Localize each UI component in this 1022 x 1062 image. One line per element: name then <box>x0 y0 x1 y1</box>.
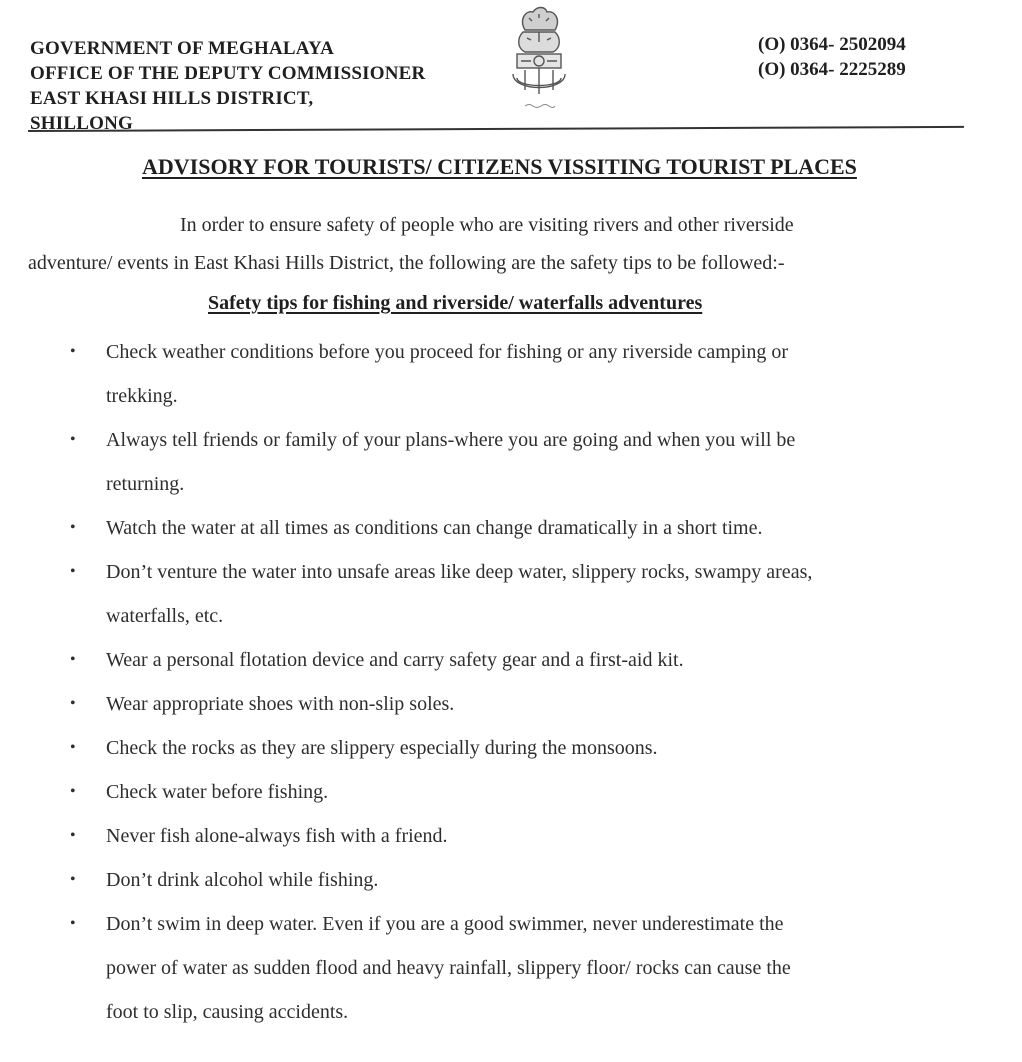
safety-tip-item <box>60 814 980 858</box>
bullet-icon: • <box>70 871 76 888</box>
bullet-icon: • <box>70 651 76 668</box>
office-line: SHILLONG <box>30 113 133 134</box>
safety-tip-line: Wear a personal flotation device and carry safety gear and a first-aid kit. <box>106 649 684 671</box>
safety-tips-list <box>60 330 980 1034</box>
safety-tip-line: waterfalls, etc. <box>106 605 224 627</box>
intro-line: In order to ensure safety of people who are visiting rivers and other riverside <box>180 214 794 236</box>
intro-paragraph <box>28 206 1003 282</box>
safety-tip-line: Check weather conditions before you proceed for fishing or any riverside camping or <box>106 341 788 363</box>
safety-tips-heading: Safety tips for fishing and riverside/ waterfalls adventures <box>208 292 703 314</box>
safety-tip-item <box>60 418 980 506</box>
safety-tip-item <box>60 770 980 814</box>
phone-numbers <box>758 32 906 82</box>
bullet-icon: • <box>70 695 76 712</box>
advisory-title: ADVISORY FOR TOURISTS/ CITIZENS VISSITING TOURIST PLACES <box>142 154 857 179</box>
safety-tip-line: Wear appropriate shoes with non-slip soles. <box>106 693 455 715</box>
safety-tip-line: Don’t swim in deep water. Even if you are a good swimmer, never underestimate the <box>106 913 784 935</box>
office-address-block <box>30 36 425 136</box>
safety-tip-line: power of water as sudden flood and heavy rainfall, slippery floor/ rocks can cause the <box>106 957 791 979</box>
office-line: OFFICE OF THE DEPUTY COMMISSIONER <box>30 63 426 84</box>
safety-tip-line: Check water before fishing. <box>106 781 329 803</box>
safety-tip-item <box>60 330 980 418</box>
intro-line: adventure/ events in East Khasi Hills District, the following are the safety tips to be followed:- <box>28 252 785 274</box>
bullet-icon: • <box>70 343 76 360</box>
safety-tip-line: Always tell friends or family of your plans-where you are going and when you will be <box>106 429 796 451</box>
safety-tip-line: returning. <box>106 473 185 495</box>
safety-tip-item <box>60 506 980 550</box>
safety-tip-item <box>60 550 980 638</box>
safety-tip-line: trekking. <box>106 385 178 407</box>
state-emblem-icon <box>503 2 575 124</box>
safety-tip-line: Never fish alone-always fish with a friend. <box>106 825 448 847</box>
bullet-icon: • <box>70 783 76 800</box>
bullet-icon: • <box>70 739 76 756</box>
bullet-icon: • <box>70 915 76 932</box>
bullet-icon: • <box>70 431 76 448</box>
office-line: EAST KHASI HILLS DISTRICT, <box>30 88 314 109</box>
bullet-icon: • <box>70 827 76 844</box>
bullet-icon: • <box>70 519 76 536</box>
safety-tip-item <box>60 902 980 1034</box>
phone-number: (O) 0364- 2502094 <box>758 34 906 55</box>
office-line: GOVERNMENT OF MEGHALAYA <box>30 38 335 59</box>
safety-tip-line: Check the rocks as they are slippery especially during the monsoons. <box>106 737 658 759</box>
safety-tip-line: Don’t venture the water into unsafe areas like deep water, slippery rocks, swampy areas, <box>106 561 813 583</box>
safety-tip-item <box>60 858 980 902</box>
safety-tip-item <box>60 638 980 682</box>
safety-tip-line: Watch the water at all times as conditions can change dramatically in a short time. <box>106 517 763 539</box>
safety-tip-item <box>60 726 980 770</box>
safety-tip-line: Don’t drink alcohol while fishing. <box>106 869 379 891</box>
safety-tip-line: foot to slip, causing accidents. <box>106 1001 349 1023</box>
safety-tip-item <box>60 682 980 726</box>
phone-number: (O) 0364- 2225289 <box>758 59 906 80</box>
bullet-icon: • <box>70 563 76 580</box>
